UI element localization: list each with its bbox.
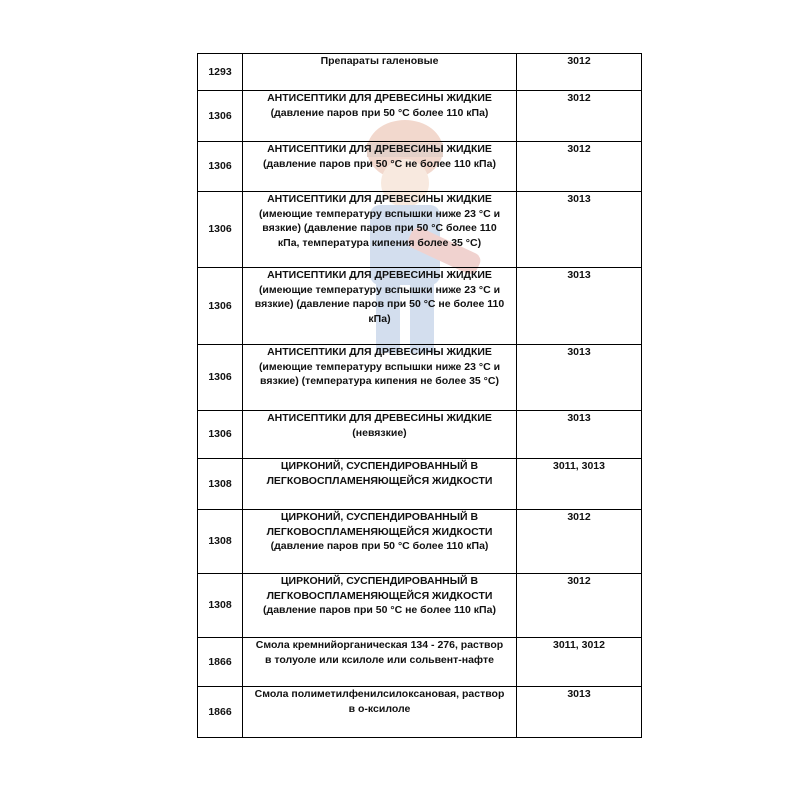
class-code-cell: 3012 [517, 142, 642, 192]
substance-name-line: (имеющие температуру вспышки ниже 23 °С и [258, 207, 501, 220]
un-code-cell: 1866 [198, 638, 243, 687]
substance-name-line: (имеющие температуру вспышки ниже 23 °С и [258, 283, 501, 296]
substance-name-line: АНТИСЕПТИКИ ДЛЯ ДРЕВЕСИНЫ ЖИДКИЕ [267, 346, 492, 358]
table-row [198, 459, 642, 510]
un-code-cell: 1306 [198, 411, 243, 459]
substance-name-line: АНТИСЕПТИКИ ДЛЯ ДРЕВЕСИНЫ ЖИДКИЕ [267, 269, 492, 281]
substance-name-cell [243, 687, 517, 738]
un-code-cell: 1308 [198, 510, 243, 574]
substance-name-line: вязкие) (температура кипения не более 35 °С) [260, 375, 499, 387]
substance-name-cell [243, 574, 517, 638]
substance-name-line: (невязкие) [352, 426, 407, 439]
substance-name-cell [243, 345, 517, 411]
substance-name-line: АНТИСЕПТИКИ ДЛЯ ДРЕВЕСИНЫ ЖИДКИЕ [267, 412, 492, 424]
substance-name-cell [243, 91, 517, 142]
substance-name-line: АНТИСЕПТИКИ ДЛЯ ДРЕВЕСИНЫ ЖИДКИЕ [267, 143, 492, 155]
class-code-cell: 3011, 3012 [517, 638, 642, 687]
substance-name-line: кПа, температура кипения более 35 °С) [277, 236, 482, 249]
class-code-cell: 3013 [517, 687, 642, 738]
substance-name-line: Смола кремнийорганическая 134 - 276, раствор [255, 639, 504, 651]
substance-name-line: (давление паров при 50 °С более 110 кПа) [270, 540, 489, 552]
class-code-cell: 3012 [517, 574, 642, 638]
table-row [198, 142, 642, 192]
un-code-cell: 1306 [198, 192, 243, 268]
substance-name-line: в о-ксилоле [348, 702, 411, 715]
un-code-cell: 1306 [198, 91, 243, 142]
substance-name-line: (давление паров при 50 °С не более 110 кПа) [263, 604, 496, 616]
class-code-cell: 3013 [517, 345, 642, 411]
substance-table [197, 53, 642, 738]
un-code-cell: 1306 [198, 142, 243, 192]
table-row [198, 192, 642, 268]
substance-name-line: ЦИРКОНИЙ, СУСПЕНДИРОВАННЫЙ В [280, 511, 479, 523]
substance-name-line: ЛЕГКОВОСПЛАМЕНЯЮЩЕЙСЯ ЖИДКОСТИ [266, 589, 493, 602]
substance-name-line: ЛЕГКОВОСПЛАМЕНЯЮЩЕЙСЯ ЖИДКОСТИ [266, 525, 493, 538]
substance-name-line: Препараты галеновые [320, 55, 439, 67]
substance-name-line: (давление паров при 50 °С не более 110 кПа) [263, 157, 496, 170]
substance-name-line: АНТИСЕПТИКИ ДЛЯ ДРЕВЕСИНЫ ЖИДКИЕ [267, 193, 492, 205]
substance-name-line: Смола полиметилфенилсилоксановая, раствор [254, 688, 505, 700]
substance-name-line: АНТИСЕПТИКИ ДЛЯ ДРЕВЕСИНЫ ЖИДКИЕ [267, 92, 492, 104]
un-code-cell: 1866 [198, 687, 243, 738]
table-row [198, 91, 642, 142]
un-code-cell: 1306 [198, 345, 243, 411]
class-code-cell: 3012 [517, 510, 642, 574]
class-code-cell: 3013 [517, 411, 642, 459]
substance-name-line: вязкие) (давление паров при 50 °С не более 110 [254, 298, 505, 310]
substance-name-cell [243, 411, 517, 459]
table-row [198, 268, 642, 345]
un-code-cell: 1308 [198, 459, 243, 510]
table-body [198, 54, 642, 738]
substance-name-line: ЛЕГКОВОСПЛАМЕНЯЮЩЕЙСЯ ЖИДКОСТИ [266, 474, 493, 487]
un-code-cell: 1308 [198, 574, 243, 638]
substance-name-line: (имеющие температуру вспышки ниже 23 °С и [258, 360, 501, 373]
class-code-cell: 3013 [517, 192, 642, 268]
table-row [198, 411, 642, 459]
substance-name-line: ЦИРКОНИЙ, СУСПЕНДИРОВАННЫЙ В [280, 575, 479, 587]
table-row [198, 687, 642, 738]
table-row [198, 345, 642, 411]
substance-name-cell [243, 192, 517, 268]
substance-name-cell [243, 459, 517, 510]
un-code-cell: 1306 [198, 268, 243, 345]
substance-name-cell [243, 268, 517, 345]
table-row [198, 574, 642, 638]
table-row [198, 54, 642, 91]
substance-name-line: ЦИРКОНИЙ, СУСПЕНДИРОВАННЫЙ В [280, 460, 479, 472]
substance-name-line: в толуоле или ксилоле или сольвент-нафте [265, 653, 494, 666]
class-code-cell: 3011, 3013 [517, 459, 642, 510]
class-code-cell: 3013 [517, 268, 642, 345]
substance-name-line: кПа) [368, 312, 391, 325]
table-row [198, 510, 642, 574]
substance-name-cell [243, 54, 517, 91]
substance-name-line: (давление паров при 50 °С более 110 кПа) [270, 106, 489, 119]
class-code-cell: 3012 [517, 54, 642, 91]
substance-name-cell [243, 638, 517, 687]
table-row [198, 638, 642, 687]
substance-name-cell [243, 510, 517, 574]
substance-name-cell [243, 142, 517, 192]
class-code-cell: 3012 [517, 91, 642, 142]
un-code-cell: 1293 [198, 54, 243, 91]
substance-name-line: вязкие) (давление паров при 50 °С более 110 [262, 222, 497, 234]
